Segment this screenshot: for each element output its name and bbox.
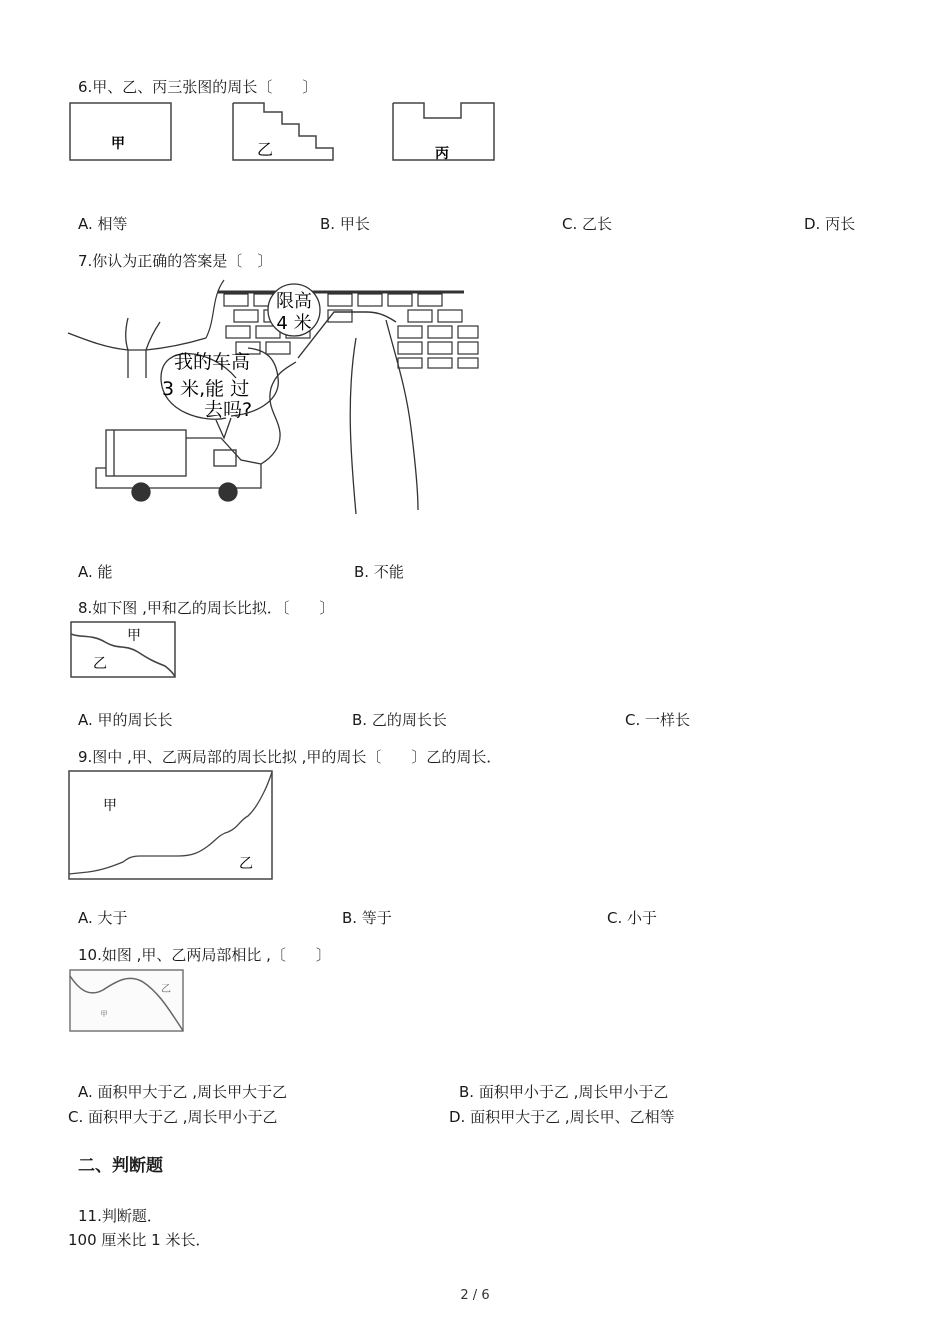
q11-stem: 11.判断题．	[78, 1207, 162, 1225]
q9-option-c[interactable]: C. 小于	[607, 909, 658, 927]
q9-jia-label: 甲	[103, 798, 117, 814]
q7-sign-line1: 限高	[276, 291, 312, 312]
page-number: 2 / 6	[460, 1288, 490, 1303]
q6-option-b[interactable]: B. 甲长	[320, 215, 370, 233]
q6-option-c[interactable]: C. 乙长	[562, 215, 613, 233]
q8-option-c[interactable]: C. 一样长	[625, 711, 691, 729]
q7-sign-line2: 4 米	[276, 313, 312, 334]
q9-option-b[interactable]: B. 等于	[342, 909, 392, 927]
q8-option-b[interactable]: B. 乙的周长长	[352, 711, 447, 729]
q7-stem: 7.你认为正确的答案是〔 〕	[78, 252, 273, 270]
q10-yi-label: 乙	[161, 984, 171, 995]
q11-statement: 100 厘米比 1 米长．	[68, 1231, 211, 1249]
q7-option-b[interactable]: B. 不能	[354, 563, 404, 581]
q6-yi-label: 乙	[256, 140, 274, 159]
q10-option-d[interactable]: D. 面积甲大于乙 ,周长甲、乙相等	[449, 1108, 675, 1126]
q10-jia-label: 甲	[100, 1010, 108, 1018]
q9-stem: 9.图中 ,甲、乙两局部的周长比拟 ,甲的周长〔 〕乙的周长．	[78, 748, 502, 766]
q10-stem: 10.如图 ,甲、乙两局部相比 ,〔 〕	[78, 946, 331, 964]
q7-bubble-line3: 去吗?	[204, 399, 253, 421]
q7-bubble-line2: 3 米,能 过	[162, 378, 250, 400]
q10-figure	[68, 968, 186, 1034]
q8-figure	[70, 620, 178, 680]
q10-option-b[interactable]: B. 面积甲小于乙 ,周长甲小于乙	[459, 1083, 669, 1101]
q8-stem: 8.如下图 ,甲和乙的周长比拟．〔 〕	[78, 599, 335, 617]
section-title-judgment: 二、判断题	[78, 1156, 163, 1176]
q6-option-a[interactable]: A. 相等	[78, 215, 128, 233]
q6-bing-label: 丙	[435, 146, 449, 162]
q7-option-a[interactable]: A. 能	[78, 563, 113, 581]
q8-option-a[interactable]: A. 甲的周长长	[78, 711, 173, 729]
q9-yi-label: 乙	[239, 856, 253, 872]
q6-stem: 6.甲、乙、丙三张图的周长〔 〕	[78, 78, 318, 96]
q8-jia-label: 甲	[127, 628, 141, 644]
q6-figure	[68, 100, 498, 166]
q9-option-a[interactable]: A. 大于	[78, 909, 128, 927]
q7-bubble-line1: 我的车高	[174, 351, 251, 373]
q7-figure	[66, 278, 486, 514]
q8-yi-label: 乙	[93, 656, 107, 672]
q6-option-d[interactable]: D. 丙长	[804, 215, 856, 233]
q10-option-a[interactable]: A. 面积甲大于乙 ,周长甲大于乙	[78, 1083, 288, 1101]
q6-jia-label: 甲	[111, 136, 125, 152]
q10-option-c[interactable]: C. 面积甲大于乙 ,周长甲小于乙	[68, 1108, 278, 1126]
q9-figure	[68, 770, 274, 882]
